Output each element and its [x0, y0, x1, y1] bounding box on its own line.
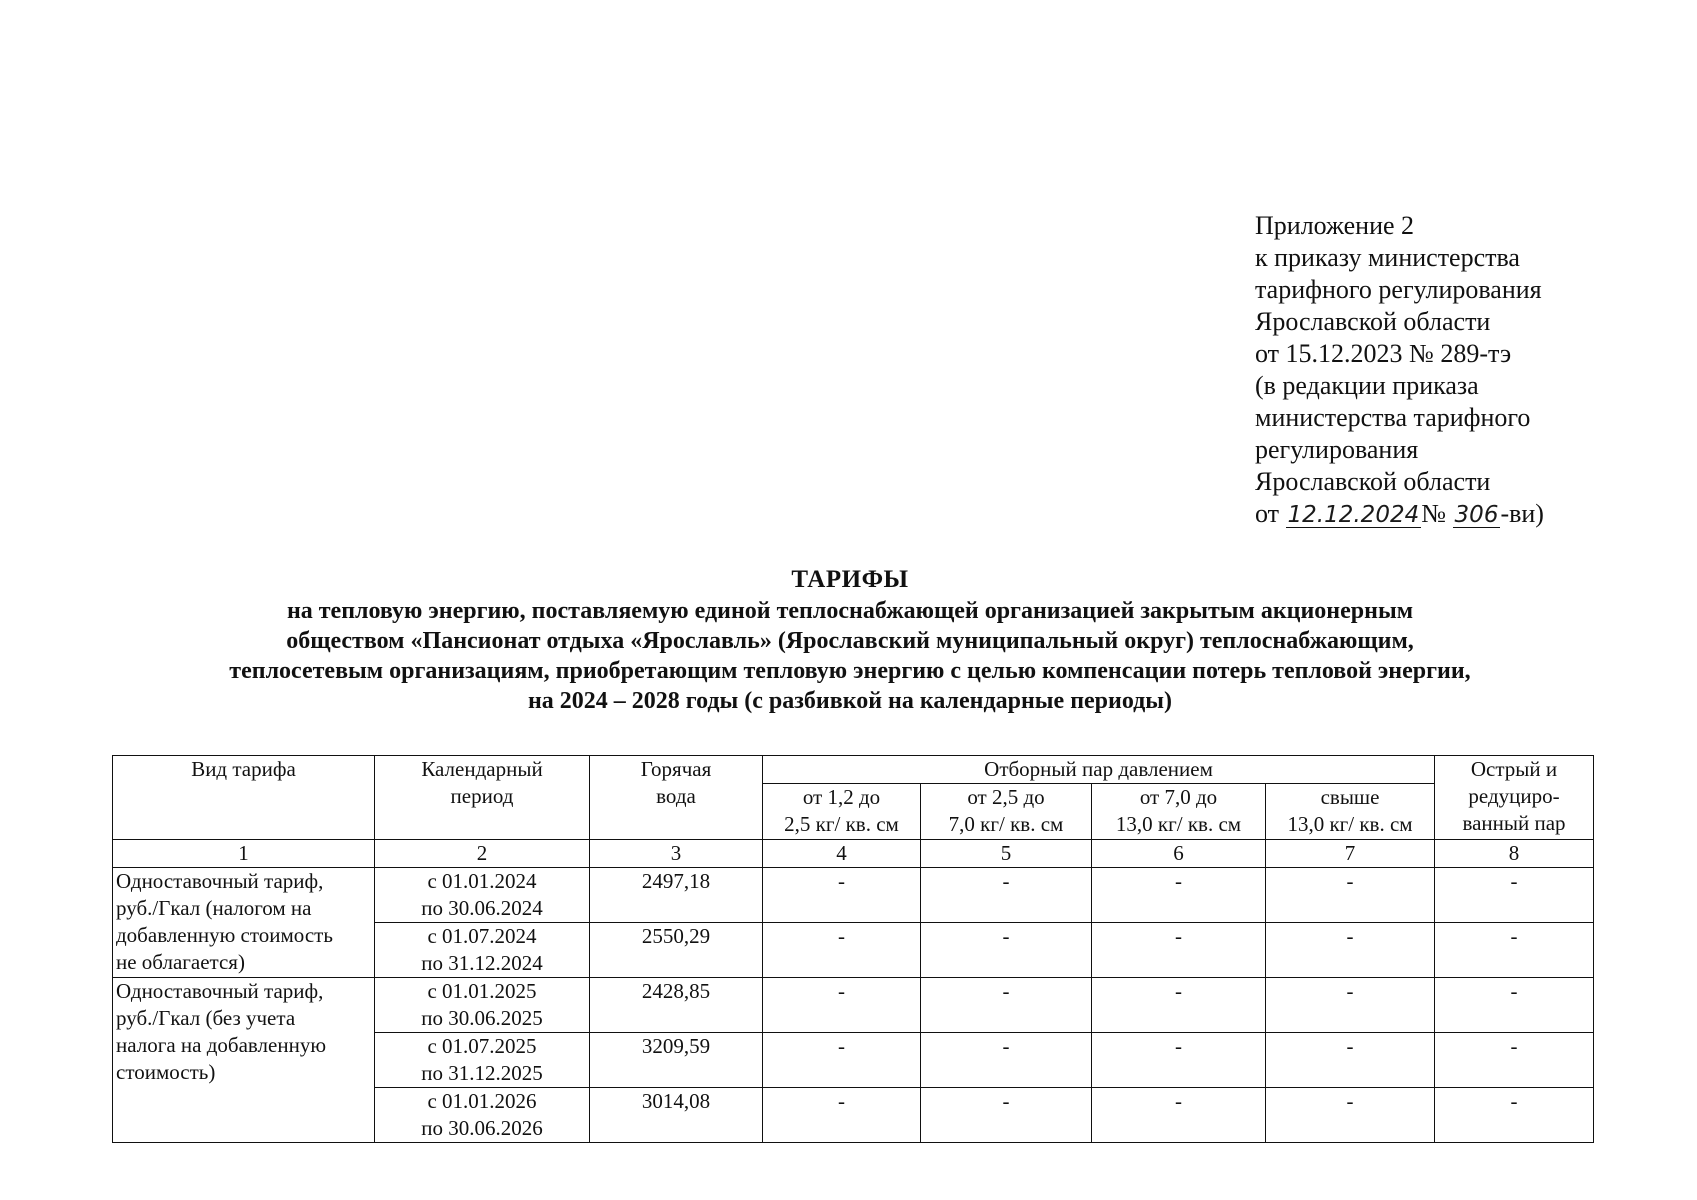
appendix-line: тарифного регулирования: [1255, 275, 1542, 304]
value-cell: -: [921, 1033, 1092, 1088]
table-row: [113, 978, 1594, 1033]
value-cell: -: [763, 923, 921, 978]
header-hot-water: Горячая вода: [590, 756, 763, 840]
period-cell: с 01.01.2026 по 30.06.2026: [375, 1088, 590, 1143]
value-cell: -: [1092, 868, 1266, 923]
header-steam-group: Отборный пар давлением: [763, 756, 1435, 784]
period-cell: с 01.01.2025 по 30.06.2025: [375, 978, 590, 1033]
period-cell: с 01.07.2025 по 31.12.2025: [375, 1033, 590, 1088]
header-steam-1: от 1,2 до 2,5 кг/ кв. см: [763, 784, 921, 840]
title-line: на 2024 – 2028 годы (с разбивкой на календарные периоды): [527, 688, 1173, 714]
value-cell: -: [921, 923, 1092, 978]
column-number: 1: [113, 840, 375, 868]
value-cell: -: [1092, 923, 1266, 978]
value-cell: -: [1435, 1088, 1594, 1143]
document-title: [110, 564, 1590, 716]
appendix-line: Приложение 2: [1255, 211, 1415, 240]
appendix-line: Ярославской области: [1255, 307, 1491, 336]
appendix-line: от 15.12.2023 № 289-тэ: [1255, 339, 1512, 368]
column-number: 6: [1092, 840, 1266, 868]
appendix-last-line: [1255, 498, 1544, 530]
handwritten-date: 12.12.2024: [1287, 502, 1420, 528]
handwritten-number: 306: [1454, 502, 1499, 528]
value-cell: -: [921, 978, 1092, 1033]
header-period: Календарный период: [375, 756, 590, 840]
value-cell: -: [1435, 868, 1594, 923]
hot-water-cell: 3209,59: [590, 1033, 763, 1088]
appendix-suffix: -ви): [1500, 499, 1544, 528]
tariffs-table: [112, 755, 1594, 1143]
hot-water-cell: 2428,85: [590, 978, 763, 1033]
value-cell: -: [1435, 923, 1594, 978]
value-cell: -: [1266, 978, 1435, 1033]
appendix-line: (в редакции приказа: [1255, 371, 1479, 400]
value-cell: -: [1092, 978, 1266, 1033]
appendix-prefix: от: [1255, 499, 1280, 528]
period-cell: с 01.01.2024 по 30.06.2024: [375, 868, 590, 923]
value-cell: -: [1092, 1088, 1266, 1143]
hot-water-cell: 2550,29: [590, 923, 763, 978]
title-line: обществом «Пансионат отдыха «Ярославль» (Ярославский муниципальный округ) теплоснабжающим,: [286, 628, 1414, 654]
value-cell: -: [1435, 978, 1594, 1033]
value-cell: -: [763, 978, 921, 1033]
number-sign: №: [1421, 499, 1447, 528]
value-cell: -: [1266, 1033, 1435, 1088]
appendix-line: министерства тарифного: [1255, 403, 1531, 432]
value-cell: -: [921, 1088, 1092, 1143]
column-number: 7: [1266, 840, 1435, 868]
appendix-line: Ярославской области: [1255, 467, 1491, 496]
column-number: 4: [763, 840, 921, 868]
column-number: 5: [921, 840, 1092, 868]
column-number: 2: [375, 840, 590, 868]
value-cell: -: [763, 1033, 921, 1088]
table-row: [113, 868, 1594, 923]
appendix-line: регулирования: [1255, 435, 1419, 464]
column-number-row: [113, 840, 1594, 868]
header-tariff-type: Вид тарифа: [113, 756, 375, 840]
value-cell: -: [763, 868, 921, 923]
value-cell: -: [921, 868, 1092, 923]
tariff-type-cell: Одноставочный тариф, руб./Гкал (налогом на добавленную стоимость не облагается): [113, 868, 375, 978]
hot-water-cell: 2497,18: [590, 868, 763, 923]
header-steam-3: от 7,0 до 13,0 кг/ кв. см: [1092, 784, 1266, 840]
value-cell: -: [1092, 1033, 1266, 1088]
header-steam-2: от 2,5 до 7,0 кг/ кв. см: [921, 784, 1092, 840]
appendix-block: [1255, 210, 1544, 530]
appendix-line: к приказу министерства: [1255, 243, 1520, 272]
hot-water-cell: 3014,08: [590, 1088, 763, 1143]
value-cell: -: [1266, 868, 1435, 923]
column-number: 3: [590, 840, 763, 868]
value-cell: -: [763, 1088, 921, 1143]
value-cell: -: [1435, 1033, 1594, 1088]
title-main: ТАРИФЫ: [791, 566, 909, 593]
header-steam-4: свыше 13,0 кг/ кв. см: [1266, 784, 1435, 840]
value-cell: -: [1266, 1088, 1435, 1143]
title-line: на тепловую энергию, поставляемую единой теплоснабжающей организацией закрытым акционерным: [286, 598, 1414, 624]
title-line: теплосетевым организациям, приобретающим тепловую энергию с целью компенсации потерь тепловой энергии,: [229, 658, 1471, 684]
value-cell: -: [1266, 923, 1435, 978]
period-cell: с 01.07.2024 по 31.12.2024: [375, 923, 590, 978]
header-sharp-steam: Острый и редуциро- ванный пар: [1435, 756, 1594, 840]
column-number: 8: [1435, 840, 1594, 868]
tariff-type-cell: Одноставочный тариф, руб./Гкал (без учета налога на добавленную стоимость): [113, 978, 375, 1143]
